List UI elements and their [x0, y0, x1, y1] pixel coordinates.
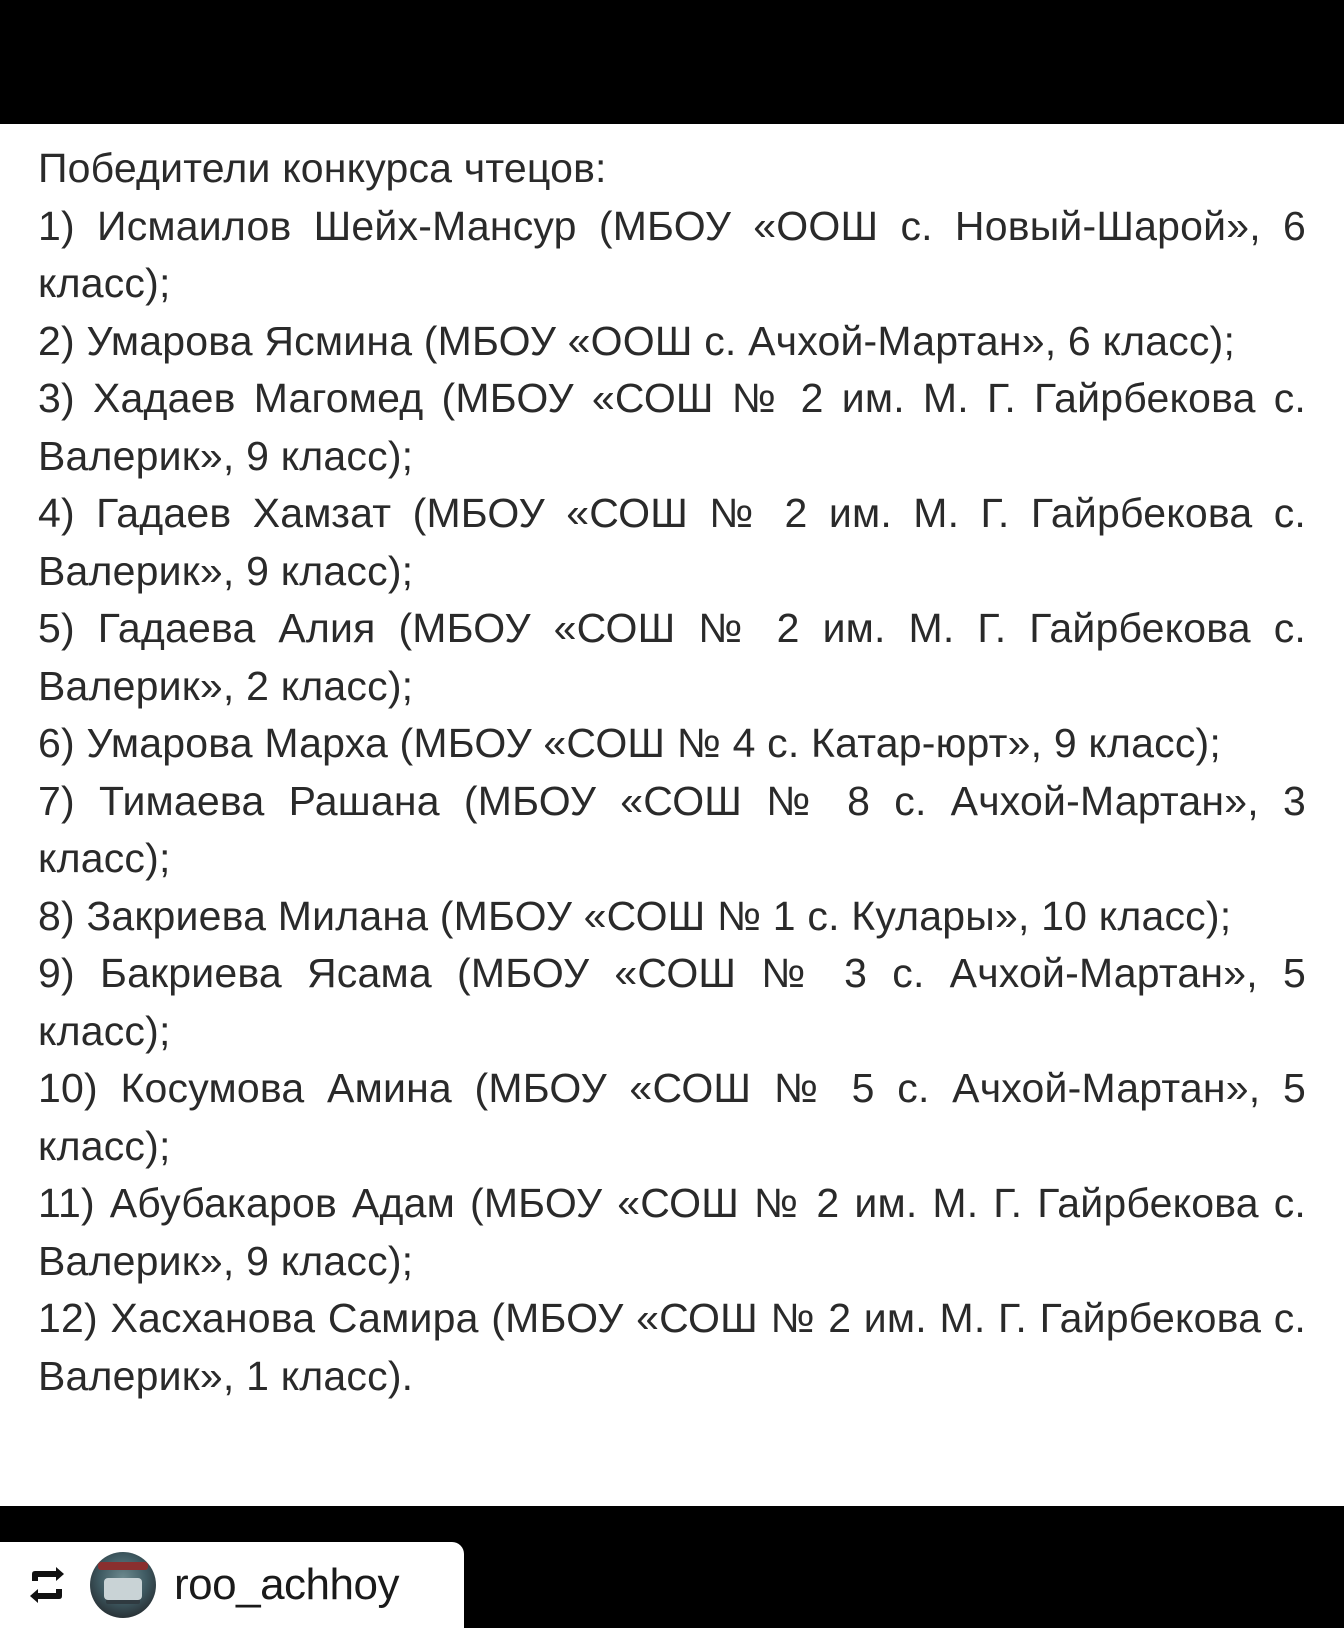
- list-item: 10) Косумова Амина (МБОУ «СОШ № 5 с. Ачхой-Мартан», 5 класс);: [38, 1065, 1306, 1169]
- list-item: 2) Умарова Ясмина (МБОУ «ООШ с. Ачхой-Мартан», 6 класс);: [38, 317, 1236, 364]
- list-item: 5) Гадаева Алия (МБОУ «СОШ № 2 им. М. Г. Гайрбекова с. Валерик», 2 класс);: [38, 605, 1306, 709]
- list-item: 12) Хасханова Самира (МБОУ «СОШ № 2 им. М. Г. Гайрбекова с. Валерик», 1 класс).: [38, 1295, 1306, 1399]
- list-item: 7) Тимаева Рашана (МБОУ «СОШ № 8 с. Ачхой-Мартан», 3 класс);: [38, 777, 1306, 881]
- list-item: 4) Гадаев Хамзат (МБОУ «СОШ № 2 им. М. Г. Гайрбекова с. Валерик», 9 класс);: [38, 490, 1306, 594]
- repost-username[interactable]: roo_achhoy: [174, 1560, 399, 1609]
- list-item: 11) Абубакаров Адам (МБОУ «СОШ № 2 им. М. Г. Гайрбекова с. Валерик», 9 класс);: [38, 1180, 1306, 1284]
- post-text: [38, 140, 1306, 1405]
- list-item: 1) Исмаилов Шейх-Мансур (МБОУ «ООШ с. Новый-Шарой», 6 класс);: [38, 202, 1306, 306]
- top-black-bar: [0, 0, 1344, 124]
- avatar[interactable]: [90, 1552, 156, 1618]
- list-item: 8) Закриева Милана (МБОУ «СОШ № 1 с. Кулары», 10 класс);: [38, 892, 1232, 939]
- post-image: [0, 124, 1344, 1506]
- repost-icon: [26, 1564, 68, 1606]
- list-item: 3) Хадаев Магомед (МБОУ «СОШ № 2 им. М. Г. Гайрбекова с. Валерик», 9 класс);: [38, 375, 1306, 479]
- post-heading: Победители конкурса чтецов:: [38, 145, 607, 191]
- repost-attribution[interactable]: [0, 1542, 464, 1628]
- list-item: 9) Бакриева Ясама (МБОУ «СОШ № 3 с. Ачхой-Мартан», 5 класс);: [38, 950, 1306, 1054]
- list-item: 6) Умарова Марха (МБОУ «СОШ № 4 с. Катар-юрт», 9 класс);: [38, 720, 1221, 766]
